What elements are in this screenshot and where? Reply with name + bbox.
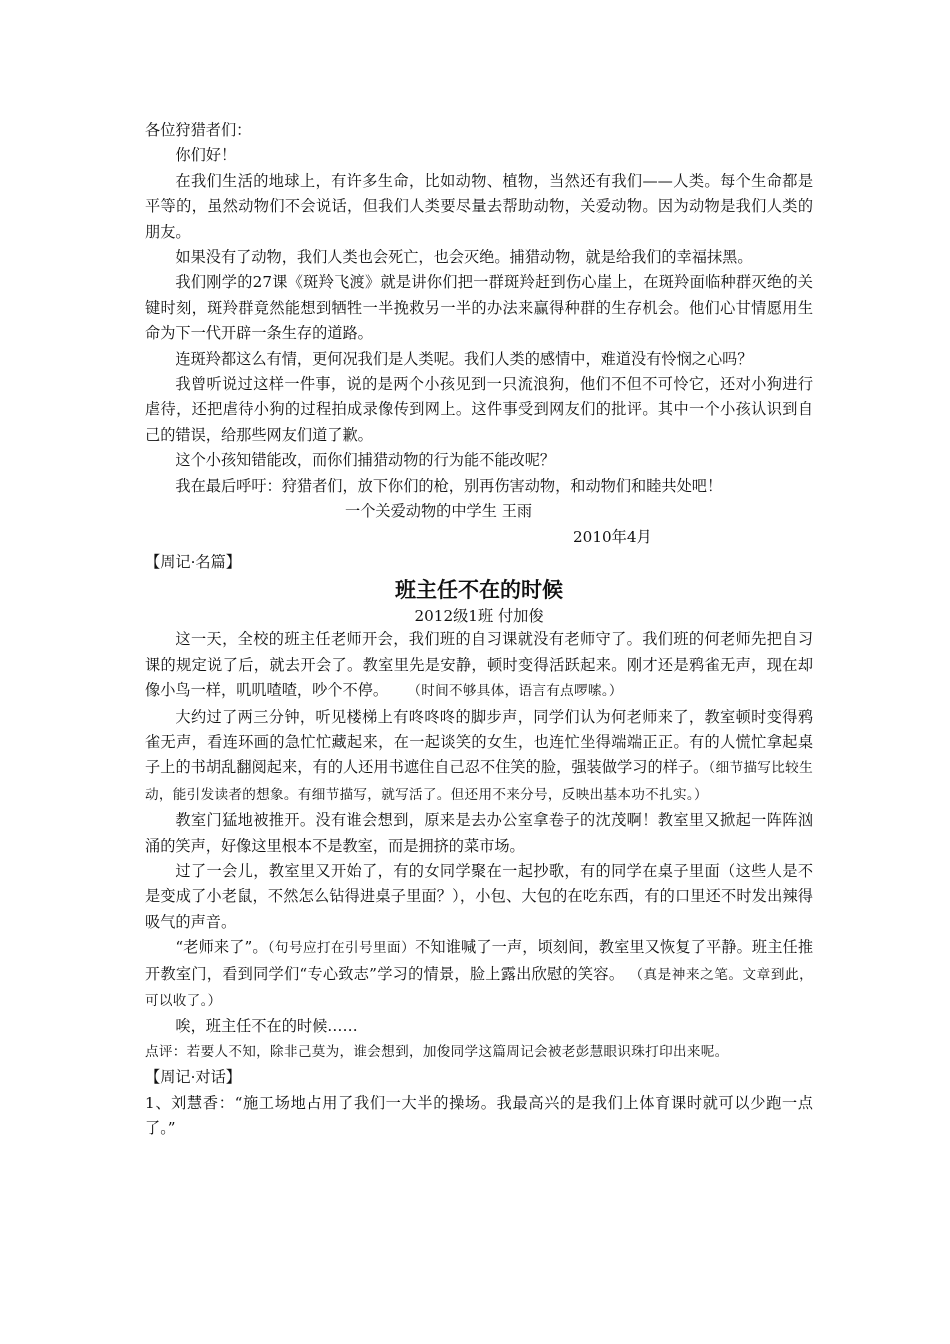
letter-signature: 一个关爱动物的中学生 王雨 (345, 502, 533, 521)
essay-title: 班主任不在的时候 (395, 578, 563, 603)
essay-paragraph: 唉，班主任不在的时候…… (175, 1017, 358, 1036)
essay-review: 点评：若要人不知，除非己莫为，谁会想到，加俊同学这篇周记会被老彭慧眼识珠打印出来呢。 (145, 1043, 729, 1060)
teacher-comment: （真是神来之笔。文章到此，可以收了。） (145, 966, 814, 1009)
essay-text: 不知谁喊了一声，顷刻间，教室里又恢复了平静。班主任推开教室门，看到同学们“专心致志”学习的情景，脸上露出欣慰的笑容。 (145, 938, 814, 983)
essay-paragraph: 教室门猛地被推开。没有谁会想到，原来是去办公室拿卷子的沈茂啊！教室里又掀起一阵阵汹涌的笑声，好像这里根本不是教室，而是拥挤的菜市场。 (145, 811, 813, 855)
section-heading-dialog: 【周记·对话】 (145, 1068, 241, 1087)
teacher-comment: （句号应打在引号里面） (267, 940, 416, 957)
letter-paragraph: 在我们生活的地球上，有许多生命，比如动物、植物，当然还有我们——人类。每个生命都是平等的，虽然动物们不会说话，但我们人类要尽量去帮助动物，关爱动物。因为动物是我们人类的朋友。 (145, 171, 813, 241)
letter-paragraph: 这个小孩知错能改，而你们捕猎动物的行为能不能改呢？ (175, 451, 556, 470)
letter-paragraph: 连斑羚都这么有情，更何况我们是人类呢。我们人类的感情中，难道没有怜悯之心吗？ (175, 349, 753, 368)
essay-paragraph (145, 627, 813, 704)
letter-date: 2010年4月 (573, 527, 652, 546)
dialog-item: 1、刘慧香：“施工场地占用了我们一大半的操场。我最高兴的是我们上体育课时就可以少跑一点了。” (145, 1093, 813, 1138)
letter-paragraph: 你们好！ (175, 146, 237, 165)
teacher-comment: （细节描写比较生动，能引发读者的想象。有细节描写，就写活了。但还用不来分号，反映出基本功不扎实。） (145, 760, 813, 803)
letter-greeting: 各位狩猎者们： (145, 121, 252, 139)
letter-paragraph: 如果没有了动物，我们人类也会死亡，也会灭绝。捕猎动物，就是给我们的幸福抹黑。 (175, 248, 753, 267)
essay-text: 大约过了两三分钟，听见楼梯上有咚咚咚的脚步声，同学们认为何老师来了，教室顿时变得鸦雀无声，看连环画的急忙忙藏起来，在一起谈笑的女生，也连忙坐得端端正正。有的人慌忙拿起桌子上的书胡乱翻阅起来，有的人还用书遮住自己忍不住笑的脸，强装做学习的样子。 (145, 707, 813, 777)
essay-paragraph: 过了一会儿，教室里又开始了，有的女同学聚在一起抄歌，有的同学在桌子里面（这些人是不是变成了小老鼠，不然怎么钻得进桌子里面？），小包、大包的在吃东西，有的口里还不时发出辣得吸气的声音。 (145, 861, 813, 931)
essay-paragraph (145, 705, 813, 809)
letter-paragraph: 我们刚学的27课《斑羚飞渡》就是讲你们把一群斑羚赶到伤心崖上，在斑羚面临种群灭绝的关键时刻，斑羚群竟然能想到牺牲一半挽救另一半的办法来赢得种群的生存机会。他们心甘情愿用生命为下一代开辟一条生存的道路。 (145, 273, 813, 343)
teacher-comment: （时间不够具体，语言有点啰嗦。） (407, 683, 623, 700)
letter-paragraph: 我曾听说过这样一件事，说的是两个小孩见到一只流浪狗，他们不但不可怜它，还对小狗进行虐待，还把虐待小狗的过程拍成录像传到网上。这件事受到网友们的批评。其中一个小孩认识到自己的错误，给那些网友们道了歉。 (145, 375, 813, 444)
essay-paragraph (145, 935, 813, 1014)
document-page (145, 118, 813, 1141)
section-heading-essay: 【周记·名篇】 (145, 552, 241, 571)
essay-author: 2012级1班 付加俊 (414, 607, 544, 626)
essay-text: 这一天，全校的班主任老师开会，我们班的自习课就没有老师守了。我们班的何老师先把自习课的规定说了后，就去开会了。教室里先是安静，顿时变得活跃起来。刚才还是鸦雀无声，现在却像小鸟一样，叽叽喳喳，吵个不停。 (145, 630, 813, 700)
letter-paragraph: 我在最后呼吁：狩猎者们，放下你们的枪，别再伤害动物，和动物们和睦共处吧！ (175, 476, 723, 495)
essay-quote: “老师来了”。 (175, 938, 268, 957)
